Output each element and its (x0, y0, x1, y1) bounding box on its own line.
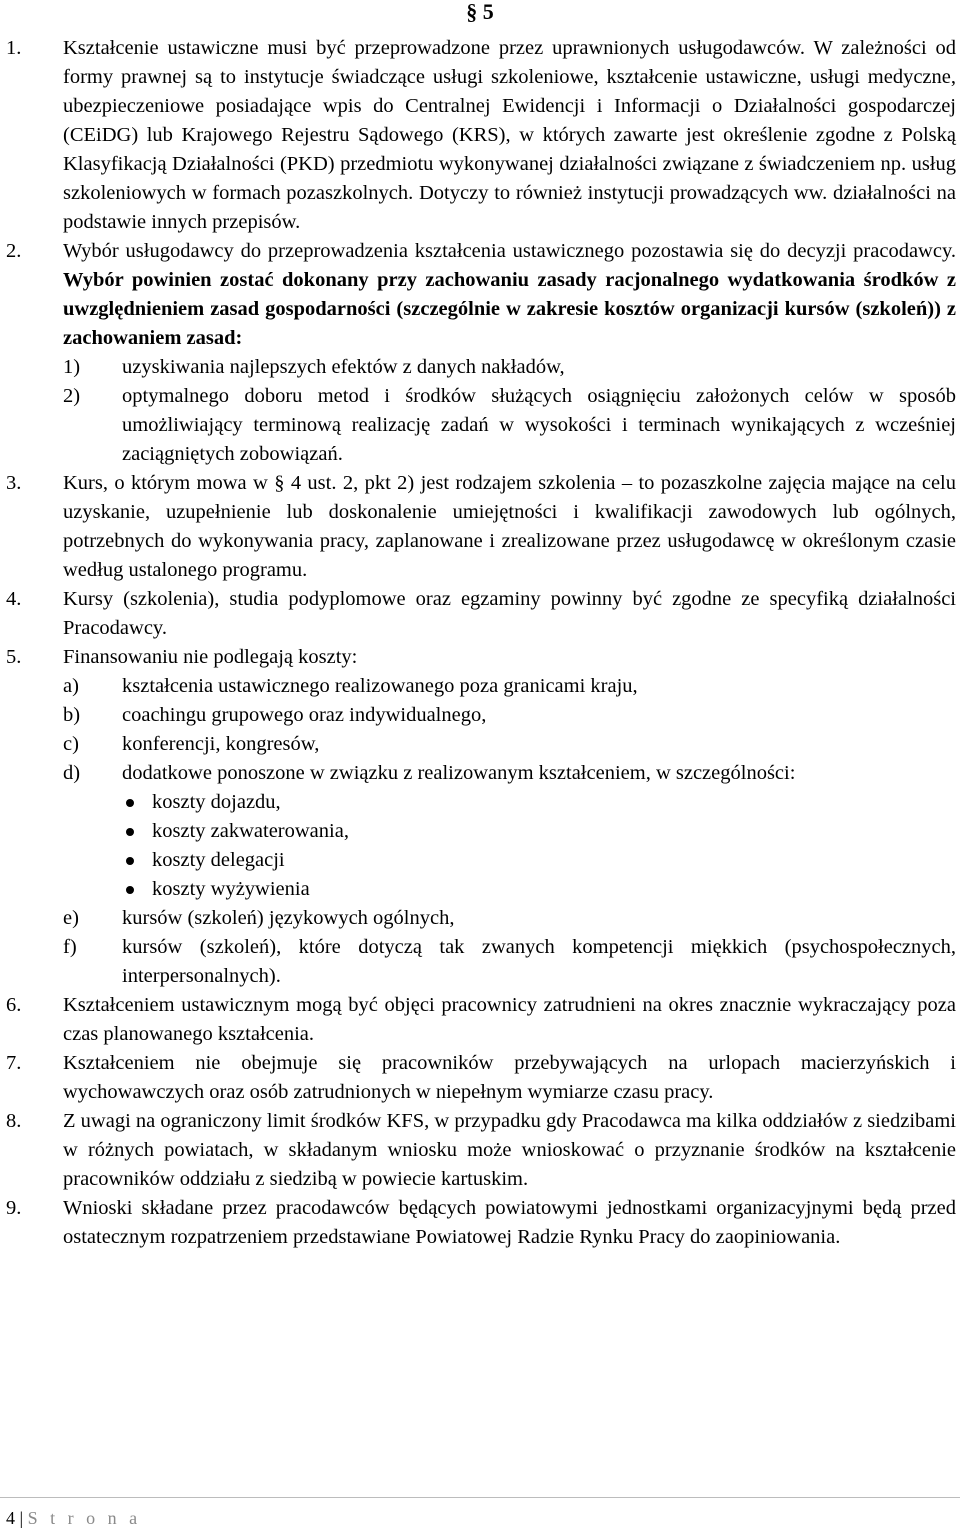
item-number: 8. (6, 1110, 22, 1132)
sub-item-5-b (63, 701, 956, 730)
item-number: 7. (6, 1052, 22, 1074)
bullet-text: koszty zakwaterowania, (152, 820, 349, 842)
item-number: 6. (6, 994, 22, 1016)
bullet-item (152, 817, 956, 846)
page-number: 4 (6, 1508, 15, 1528)
item-text: Kursy (szkolenia), studia podyplomowe oraz egzaminy powinny być zgodne ze specyfiką działalności Pracodawcy. (63, 588, 956, 639)
sub-item-text: coachingu grupowego oraz indywidualnego, (122, 704, 487, 726)
sub-item-5-e (63, 904, 956, 933)
sub-item-5-f (63, 933, 956, 991)
item-number: 1. (6, 37, 22, 59)
bullet-dot-icon (126, 857, 134, 865)
bullet-list (4, 788, 956, 904)
item-number: 4. (6, 588, 22, 610)
bullet-item (152, 846, 956, 875)
list-item-3 (4, 469, 956, 585)
sub-item-number: c) (63, 733, 79, 755)
sub-item-5-c (63, 730, 956, 759)
list-item-7 (4, 1049, 956, 1107)
sub-item-5-a (63, 672, 956, 701)
list-item-5 (4, 643, 956, 672)
sub-item-number: f) (63, 936, 77, 958)
page-indicator (6, 1504, 141, 1533)
list-item-9 (4, 1194, 956, 1252)
footer-separator: | (19, 1508, 24, 1528)
sub-item-text: kształcenia ustawicznego realizowanego poza granicami kraju, (122, 675, 638, 697)
item-text-plain: Wybór usługodawcy do przeprowadzenia kształcenia ustawicznego pozostawia się do decyzji pracodawcy. (63, 240, 956, 262)
bullet-item (152, 788, 956, 817)
sub-item-number: b) (63, 704, 81, 726)
bullet-text: koszty delegacji (152, 849, 285, 871)
list-item-1 (4, 34, 956, 237)
sub-item-number: a) (63, 675, 79, 697)
list-item-6 (4, 991, 956, 1049)
page-word: S t r o n a (27, 1508, 142, 1528)
bullet-text: koszty wyżywienia (152, 878, 310, 900)
item-text-bold: Wybór powinien zostać dokonany przy zachowaniu zasady racjonalnego wydatkowania środków z uwzględnieniem zasad gospodarności (szczególnie w zakresie kosztów organizacji kursów (szkoleń)) z zachowaniem zasad: (63, 269, 956, 349)
sub-item-text: konferencji, kongresów, (122, 733, 320, 755)
sub-item-number: 2) (63, 385, 81, 407)
sub-item-2-2 (63, 382, 956, 469)
sub-item-number: 1) (63, 356, 81, 378)
list-item-2 (4, 237, 956, 353)
bullet-text: koszty dojazdu, (152, 791, 281, 813)
sub-item-2-1 (63, 353, 956, 382)
bullet-dot-icon (126, 828, 134, 836)
sub-item-5-d (63, 759, 956, 788)
document-body (4, 34, 956, 1252)
item-text: Kształcenie ustawiczne musi być przeprowadzone przez uprawnionych usługodawców. W zależności od formy prawnej są to instytucje świadczące usługi szkoleniowe, kształcenie ustawiczne, usługi medyczne, ubezpieczeniowe posiadające wpis do Centralnej Ewidencji i Informacji o Działalności gospodarczej (CEiDG) lub Krajowego Rejestru Sądowego (KRS), w których zawarte jest określenie zgodne z Polską Klasyfikacją Działalności (PKD) przedmiotu wykonywanej działalności związane z świadczeniem np. usług szkoleniowych w formach pozaszkolnych. Dotyczy to również instytucji prowadzących ww. działalności na podstawie innych przepisów. (63, 37, 956, 233)
item-number: 5. (6, 646, 22, 668)
item-text: Wnioski składane przez pracodawców będących powiatowymi jednostkami organizacyjnymi będą przed ostatecznym rozpatrzeniem przedstawiane Powiatowej Radzie Rynku Pracy do zaopiniowania. (63, 1197, 956, 1248)
item-text (63, 237, 956, 353)
sub-item-text: dodatkowe ponoszone w związku z realizowanym kształceniem, w szczególności: (122, 762, 796, 784)
page-footer (0, 1497, 960, 1526)
item-text: Kształceniem ustawicznym mogą być objęci pracownicy zatrudnieni na okres znacznie wykraczający poza czas planowanego kształcenia. (63, 994, 956, 1045)
sub-item-text: uzyskiwania najlepszych efektów z danych nakładów, (122, 356, 565, 378)
bullet-dot-icon (126, 886, 134, 894)
list-item-4 (4, 585, 956, 643)
list-item-8 (4, 1107, 956, 1194)
item-text: Z uwagi na ograniczony limit środków KFS, w przypadku gdy Pracodawca ma kilka oddziałów z siedzibami w różnych powiatach, w składanym wniosku może wnioskować o przyznanie środków na kształcenie pracowników oddziału z siedzibą w powiecie kartuskim. (63, 1110, 956, 1190)
sub-item-text: kursów (szkoleń), które dotyczą tak zwanych kompetencji miękkich (psychospołecznych, interpersonalnych). (122, 936, 956, 987)
item-text: Kurs, o którym mowa w § 4 ust. 2, pkt 2) jest rodzajem szkolenia – to pozaszkolne zajęcia mające na celu uzyskanie, uzupełnienie lub doskonalenie umiejętności i kwalifikacji zawodowych lub ogólnych, potrzebnych do wykonywania pracy, zaplanowane i zrealizowane przez usługodawcę w określonym czasie według ustalonego programu. (63, 472, 956, 581)
section-heading: § 5 (466, 0, 494, 24)
item-number: 2. (6, 240, 22, 262)
item-number: 3. (6, 472, 22, 494)
sub-item-number: d) (63, 762, 81, 784)
sub-item-text: kursów (szkoleń) językowych ogólnych, (122, 907, 455, 929)
bullet-item (152, 875, 956, 904)
item-text: Finansowaniu nie podlegają koszty: (63, 646, 358, 668)
sub-item-number: e) (63, 907, 79, 929)
sub-item-text: optymalnego doboru metod i środków służących osiągnięciu założonych celów w sposób umożliwiający terminową realizację zadań w wysokości i terminach wynikających z wcześniej zaciągniętych zobowiązań. (122, 385, 956, 465)
item-number: 9. (6, 1197, 22, 1219)
bullet-dot-icon (126, 799, 134, 807)
item-text: Kształceniem nie obejmuje się pracowników przebywających na urlopach macierzyńskich i wychowawczych oraz osób zatrudnionych w niepełnym wymiarze czasu pracy. (63, 1052, 956, 1103)
